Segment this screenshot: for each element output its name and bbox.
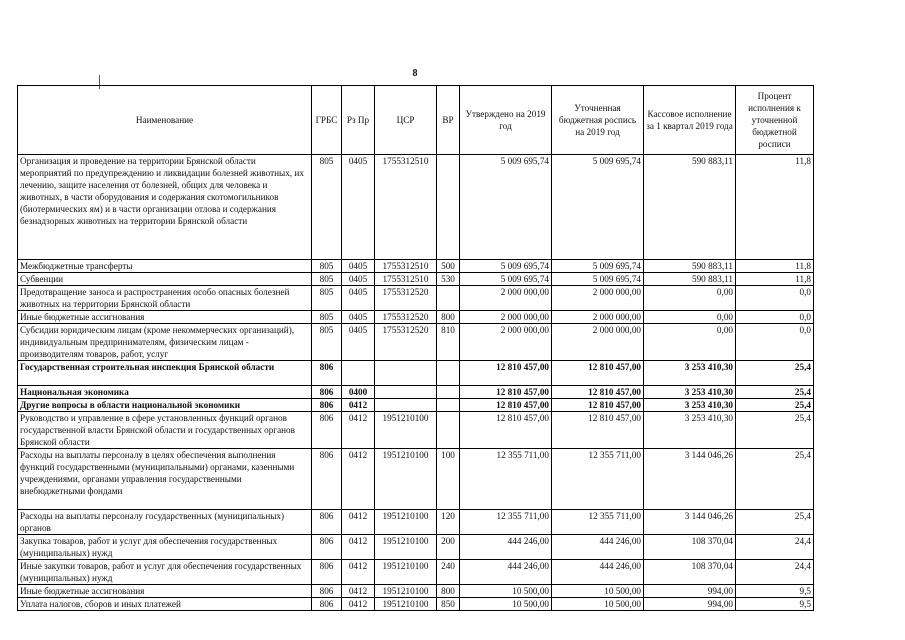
cell-refined: 444 246,00 xyxy=(552,560,644,585)
cell-csr xyxy=(375,361,437,386)
table-row xyxy=(18,361,814,386)
cell-vr xyxy=(437,286,460,311)
cell-approved: 10 500,00 xyxy=(460,598,552,611)
cell-rzpr: 0412 xyxy=(342,449,375,510)
cell-vr: 850 xyxy=(437,598,460,611)
cell-approved: 5 009 695,74 xyxy=(460,260,552,273)
cell-percent: 9,5 xyxy=(736,585,814,598)
cell-grbs: 806 xyxy=(312,386,342,399)
cell-csr: 1951210100 xyxy=(375,560,437,585)
cell-grbs: 806 xyxy=(312,399,342,412)
table-row xyxy=(18,324,814,361)
cell-refined: 2 000 000,00 xyxy=(552,324,644,361)
cell-approved: 12 355 711,00 xyxy=(460,510,552,535)
cell-refined: 2 000 000,00 xyxy=(552,311,644,324)
cell-csr: 1755312510 xyxy=(375,155,437,260)
cell-rzpr: 0412 xyxy=(342,598,375,611)
cell-percent: 25,4 xyxy=(736,386,814,399)
header-rzpr: Рз Пр xyxy=(342,86,375,155)
table-row xyxy=(18,560,814,585)
cell-grbs: 806 xyxy=(312,585,342,598)
cell-approved: 444 246,00 xyxy=(460,560,552,585)
table-row xyxy=(18,510,814,535)
cell-csr: 1755312520 xyxy=(375,286,437,311)
cell-vr: 810 xyxy=(437,324,460,361)
header-approved: Утверждено на 2019 год xyxy=(460,86,552,155)
cell-refined: 12 355 711,00 xyxy=(552,510,644,535)
cell-csr: 1951210100 xyxy=(375,585,437,598)
cell-csr: 1755312520 xyxy=(375,311,437,324)
cell-cash: 3 253 410,30 xyxy=(644,386,736,399)
table-row xyxy=(18,155,814,260)
table-row xyxy=(18,412,814,449)
cell-vr: 100 xyxy=(437,449,460,510)
cell-refined: 12 810 457,00 xyxy=(552,399,644,412)
cell-cash: 590 883,11 xyxy=(644,273,736,286)
cell-percent: 25,4 xyxy=(736,361,814,386)
cell-vr: 240 xyxy=(437,560,460,585)
cell-name: Расходы на выплаты персоналу государственных (муниципальных) органов xyxy=(18,510,312,535)
cell-approved: 12 355 711,00 xyxy=(460,449,552,510)
cell-percent: 11,8 xyxy=(736,155,814,260)
cell-refined: 2 000 000,00 xyxy=(552,286,644,311)
cell-cash: 994,00 xyxy=(644,598,736,611)
cell-approved: 12 810 457,00 xyxy=(460,412,552,449)
cell-cash: 3 253 410,30 xyxy=(644,361,736,386)
cell-rzpr: 0412 xyxy=(342,399,375,412)
cell-csr: 1951210100 xyxy=(375,412,437,449)
cell-percent: 24,4 xyxy=(736,560,814,585)
cell-percent: 11,8 xyxy=(736,260,814,273)
cell-name: Иные бюджетные ассигнования xyxy=(18,585,312,598)
cell-grbs: 805 xyxy=(312,260,342,273)
table-row xyxy=(18,598,814,611)
table-row xyxy=(18,449,814,510)
cell-approved: 444 246,00 xyxy=(460,535,552,560)
cell-name: Другие вопросы в области национальной экономики xyxy=(18,399,312,412)
cell-cash: 3 144 046,26 xyxy=(644,449,736,510)
header-name: Наименование xyxy=(18,86,312,155)
cell-rzpr: 0400 xyxy=(342,386,375,399)
cell-approved: 12 810 457,00 xyxy=(460,361,552,386)
cell-percent: 0,0 xyxy=(736,286,814,311)
cell-percent: 24,4 xyxy=(736,535,814,560)
cell-percent: 0,0 xyxy=(736,311,814,324)
cell-rzpr: 0412 xyxy=(342,560,375,585)
cell-cash: 590 883,11 xyxy=(644,260,736,273)
cell-cash: 590 883,11 xyxy=(644,155,736,260)
cell-name: Предотвращение заноса и распространения особо опасных болезней животных на территории Брянской области xyxy=(18,286,312,311)
cell-refined: 5 009 695,74 xyxy=(552,155,644,260)
cell-vr xyxy=(437,412,460,449)
cell-cash: 0,00 xyxy=(644,324,736,361)
table-row xyxy=(18,585,814,598)
cell-rzpr: 0405 xyxy=(342,273,375,286)
cell-csr: 1951210100 xyxy=(375,535,437,560)
cell-vr: 800 xyxy=(437,311,460,324)
cell-vr xyxy=(437,155,460,260)
cell-grbs: 805 xyxy=(312,311,342,324)
cell-name: Организация и проведение на территории Брянской области мероприятий по предупреждению и ликвидации болезней животных, их лечению, защите населения от болезней, общих для человека и животных, в части оборудования и содержания скотомогильников (биотермических ям) и в части организации отлова и содержания безнадзорных животных на территории Брянской области xyxy=(18,155,312,260)
cell-vr xyxy=(437,361,460,386)
header-grbs: ГРБС xyxy=(312,86,342,155)
table-row xyxy=(18,311,814,324)
cell-rzpr: 0405 xyxy=(342,286,375,311)
cell-refined: 5 009 695,74 xyxy=(552,260,644,273)
cell-rzpr: 0405 xyxy=(342,324,375,361)
cell-grbs: 805 xyxy=(312,273,342,286)
cell-grbs: 805 xyxy=(312,324,342,361)
cell-cash: 108 370,04 xyxy=(644,560,736,585)
cell-vr: 120 xyxy=(437,510,460,535)
cell-approved: 5 009 695,74 xyxy=(460,155,552,260)
cell-grbs: 805 xyxy=(312,286,342,311)
cell-grbs: 806 xyxy=(312,412,342,449)
cell-approved: 12 810 457,00 xyxy=(460,399,552,412)
cell-refined: 12 810 457,00 xyxy=(552,361,644,386)
table-body xyxy=(18,155,814,611)
cell-name: Субсидии юридическим лицам (кроме некоммерческих организаций), индивидуальным предпринимателям, физическим лицам - производителям товаров, работ, услуг xyxy=(18,324,312,361)
table-row xyxy=(18,273,814,286)
cell-refined: 10 500,00 xyxy=(552,585,644,598)
cell-name: Руководство и управление в сфере установленных функций органов государственной власти Брянской области и государственных органов Брянской области xyxy=(18,412,312,449)
cell-approved: 12 810 457,00 xyxy=(460,386,552,399)
cell-grbs: 805 xyxy=(312,155,342,260)
cell-approved: 2 000 000,00 xyxy=(460,324,552,361)
header-vr: ВР xyxy=(437,86,460,155)
cell-name: Национальная экономика xyxy=(18,386,312,399)
cell-refined: 12 810 457,00 xyxy=(552,386,644,399)
cell-grbs: 806 xyxy=(312,598,342,611)
cell-name: Закупка товаров, работ и услуг для обеспечения государственных (муниципальных) нужд xyxy=(18,535,312,560)
cell-rzpr: 0405 xyxy=(342,311,375,324)
cell-grbs: 806 xyxy=(312,560,342,585)
header-row xyxy=(18,86,814,155)
cell-refined: 444 246,00 xyxy=(552,535,644,560)
cell-cash: 0,00 xyxy=(644,286,736,311)
cell-cash: 0,00 xyxy=(644,311,736,324)
cell-vr: 200 xyxy=(437,535,460,560)
cell-name: Иные бюджетные ассигнования xyxy=(18,311,312,324)
cell-csr: 1755312520 xyxy=(375,324,437,361)
header-cash: Кассовое исполнение за 1 квартал 2019 года xyxy=(644,86,736,155)
cell-vr xyxy=(437,386,460,399)
cell-cash: 3 253 410,30 xyxy=(644,399,736,412)
cell-rzpr: 0412 xyxy=(342,535,375,560)
cell-rzpr: 0405 xyxy=(342,260,375,273)
cell-percent: 25,4 xyxy=(736,449,814,510)
cell-rzpr: 0412 xyxy=(342,585,375,598)
cell-rzpr xyxy=(342,361,375,386)
budget-table xyxy=(17,85,814,611)
cell-csr: 1951210100 xyxy=(375,449,437,510)
cell-refined: 12 810 457,00 xyxy=(552,412,644,449)
cell-vr: 500 xyxy=(437,260,460,273)
cell-grbs: 806 xyxy=(312,449,342,510)
cell-name: Межбюджетные трансферты xyxy=(18,260,312,273)
table-row xyxy=(18,399,814,412)
cell-approved: 2 000 000,00 xyxy=(460,311,552,324)
cell-cash: 3 253 410,30 xyxy=(644,412,736,449)
cell-vr xyxy=(437,399,460,412)
header-csr: ЦСР xyxy=(375,86,437,155)
cell-percent: 11,8 xyxy=(736,273,814,286)
table-row xyxy=(18,386,814,399)
cell-cash: 3 144 046,26 xyxy=(644,510,736,535)
table-row xyxy=(18,535,814,560)
table-row xyxy=(18,260,814,273)
cell-refined: 10 500,00 xyxy=(552,598,644,611)
cell-vr: 800 xyxy=(437,585,460,598)
cell-rzpr: 0405 xyxy=(342,155,375,260)
cell-refined: 5 009 695,74 xyxy=(552,273,644,286)
cell-cash: 108 370,04 xyxy=(644,535,736,560)
cell-csr xyxy=(375,386,437,399)
cell-vr: 530 xyxy=(437,273,460,286)
page-number: 8 xyxy=(412,68,418,79)
cell-cash: 994,00 xyxy=(644,585,736,598)
cell-percent: 25,4 xyxy=(736,510,814,535)
cell-name: Уплата налогов, сборов и иных платежей xyxy=(18,598,312,611)
header-refined: Уточненная бюджетная роспись на 2019 год xyxy=(552,86,644,155)
cell-grbs: 806 xyxy=(312,510,342,535)
cell-name: Субвенции xyxy=(18,273,312,286)
cell-percent: 9,5 xyxy=(736,598,814,611)
cell-percent: 0,0 xyxy=(736,324,814,361)
cell-rzpr: 0412 xyxy=(342,510,375,535)
cell-csr: 1951210100 xyxy=(375,598,437,611)
cell-name: Иные закупки товаров, работ и услуг для обеспечения государственных (муниципальных) нужд xyxy=(18,560,312,585)
table-row xyxy=(18,286,814,311)
cell-percent: 25,4 xyxy=(736,399,814,412)
cell-grbs: 806 xyxy=(312,535,342,560)
cell-name: Государственная строительная инспекция Брянской области xyxy=(18,361,312,386)
cell-grbs: 806 xyxy=(312,361,342,386)
cell-csr xyxy=(375,399,437,412)
cell-approved: 5 009 695,74 xyxy=(460,273,552,286)
cell-approved: 2 000 000,00 xyxy=(460,286,552,311)
cell-percent: 25,4 xyxy=(736,412,814,449)
cell-csr: 1755312510 xyxy=(375,260,437,273)
cell-refined: 12 355 711,00 xyxy=(552,449,644,510)
cell-approved: 10 500,00 xyxy=(460,585,552,598)
cell-name: Расходы на выплаты персоналу в целях обеспечения выполнения функций государственными (муниципальными) органами, казенными учреждениями, органами управления государственными внебюджетными фондами xyxy=(18,449,312,510)
cell-csr: 1755312510 xyxy=(375,273,437,286)
cell-rzpr: 0412 xyxy=(342,412,375,449)
cell-csr: 1951210100 xyxy=(375,510,437,535)
header-percent: Процент исполнения к уточненной бюджетной росписи xyxy=(736,86,814,155)
